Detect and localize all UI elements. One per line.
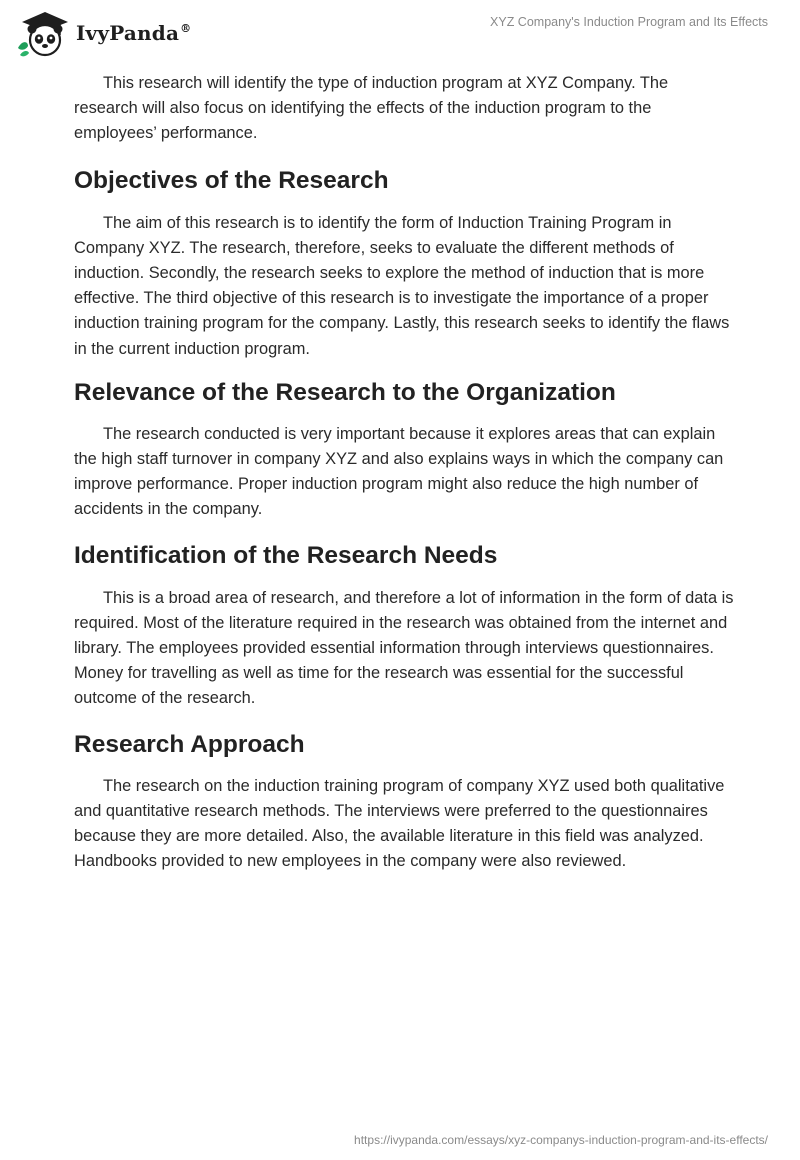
- ivypanda-logo[interactable]: [14, 8, 191, 58]
- research-needs-paragraph: This is a broad area of research, and therefore a lot of information in the form of data is required. Most of the literature required in the research was obtained from the internet and library. The employees provided essential information through interviews questionnaires. Money for travelling as well as time for the research was essential for the successful outcome of the research.: [74, 588, 734, 708]
- heading-relevance: Relevance of the Research to the Organization: [74, 378, 616, 406]
- objectives-paragraph: The aim of this research is to identify the form of Induction Training Program in Company XYZ. The research, therefore, seeks to evaluate the different methods of induction. Secondly, the research seeks to explore the method of induction that is more effective. The third objective of this research is to investigate the importance of a proper induction training program for the company. Lastly, this research seeks to identify the flaws in the current induction program.: [74, 213, 730, 358]
- registered-mark: ®: [180, 22, 192, 36]
- logo-wordmark: [76, 21, 191, 45]
- essay-body: [74, 71, 734, 874]
- logo-text: IvyPanda: [76, 21, 180, 45]
- relevance-paragraph: The research conducted is very important because it explores areas that can explain the high staff turnover in company XYZ and also explains ways in which the company can improve performance. Proper induction program might also reduce the high number of accidents in the company.: [74, 424, 724, 519]
- heading-objectives: Objectives of the Research: [74, 166, 389, 194]
- document-title: XYZ Company's Induction Program and Its Effects: [490, 15, 768, 29]
- research-approach-paragraph: The research on the induction training program of company XYZ used both qualitative and quantitative research methods. The interviews were preferred to the questionnaires because they are more detailed. Also, the available literature in this field was analyzed. Handbooks provided to new employees in the company were also reviewed.: [74, 776, 725, 871]
- heading-research-approach: Research Approach: [74, 730, 305, 758]
- source-url-link[interactable]: https://ivypanda.com/essays/xyz-companys-induction-program-and-its-effects/: [354, 1133, 768, 1147]
- panda-graduate-icon: [14, 8, 72, 58]
- heading-research-needs: Identification of the Research Needs: [74, 541, 498, 569]
- intro-paragraph: This research will identify the type of induction program at XYZ Company. The research will also focus on identifying the effects of the induction program to the employees’ performance.: [74, 74, 669, 143]
